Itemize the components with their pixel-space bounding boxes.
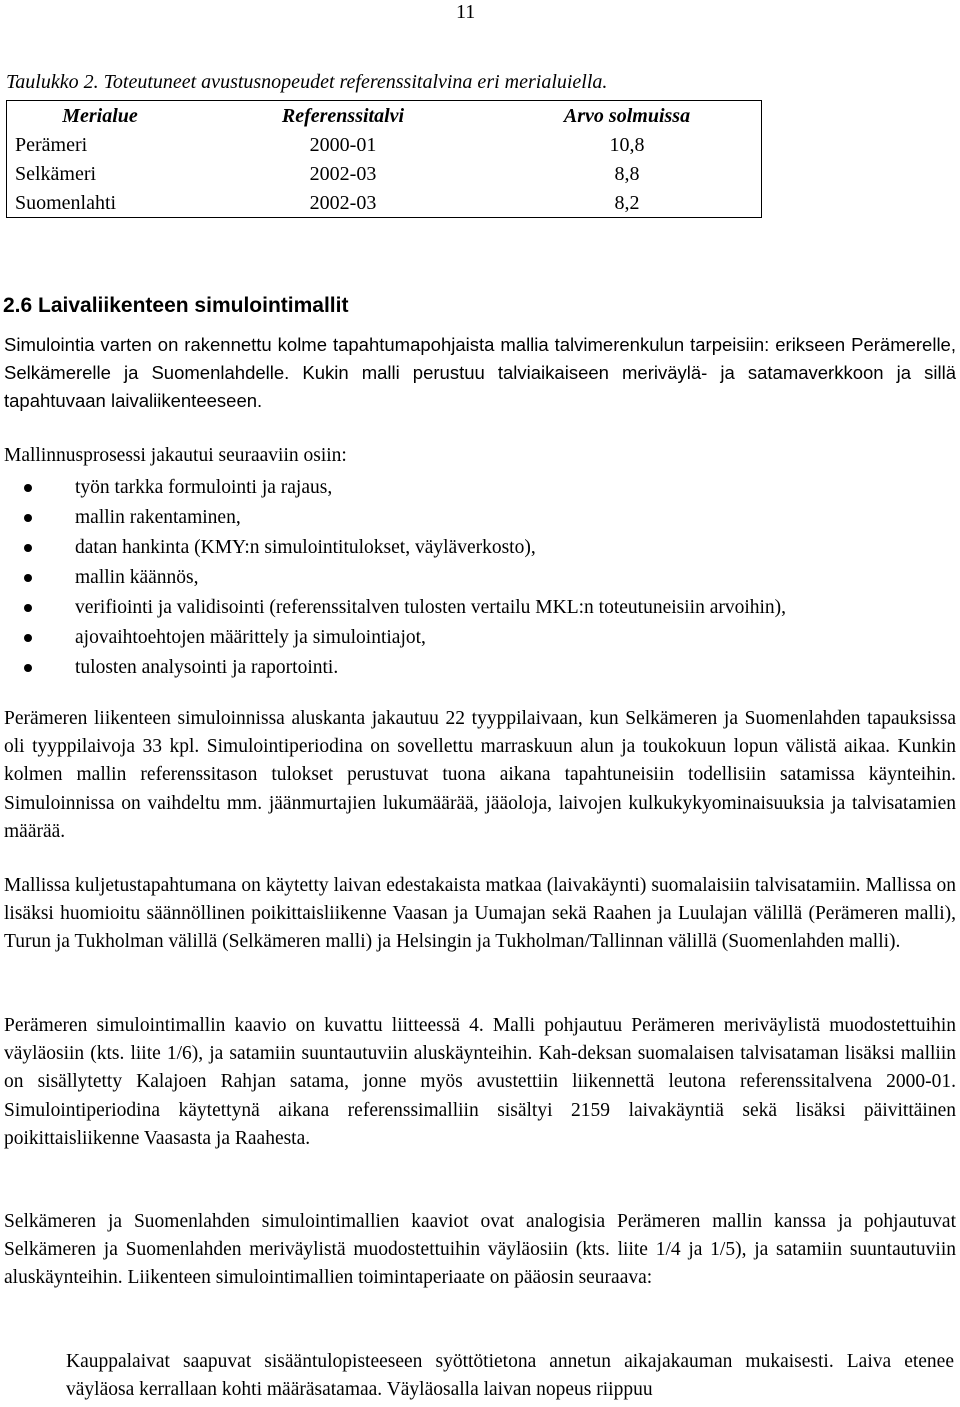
list-item: mallin rakentaminen, bbox=[4, 503, 960, 533]
table-header-row bbox=[7, 101, 762, 131]
paragraph-perameri-model: Perämeren simulointimallin kaavio on kuvattu liitteessä 4. Malli pohjautuu Perämeren meriväylistä muodostettuihin väyläosiin (kts. liite 1/6), ja satamiin suuntautuviin aluskäynteihin. Kah-deksan suomalaisen talvisataman lisäksi malliin on sisällytetty Kalajoen Rahjan satama, jonne myös avustettiin liikennettä leutona referenssitalvena 2000-01. Simulointiperiodina käytettynä aikana referenssimalliin sisältyi 2159 laivakäyntiä sekä lisäksi päivittäinen poikittaisliikenne Vaasasta ja Raahesta. bbox=[4, 1015, 956, 1149]
table-cell: Perämeri bbox=[15, 133, 88, 156]
list-item: ajovaihtoehtojen määrittely ja simulointiajot, bbox=[4, 623, 960, 653]
list-item: tulosten analysointi ja raportointi. bbox=[4, 653, 960, 683]
process-list bbox=[4, 473, 960, 683]
table-cell: 2002-03 bbox=[309, 162, 377, 185]
header-merialue: Merialue bbox=[62, 104, 138, 127]
paragraph-operating-principle: Kauppalaivat saapuvat sisääntulopisteeseen syöttötietona annetun aikajakauman mukaisesti. Laiva etenee väyläosa kerrallaan kohti määräsatamaa. Väyläosalla laivan nopeus riippuu bbox=[66, 1351, 954, 1401]
header-arvo: Arvo solmuissa bbox=[563, 104, 691, 127]
page-number: 11 bbox=[456, 1, 476, 23]
table-row bbox=[7, 188, 762, 218]
table-cell: Selkämeri bbox=[15, 162, 97, 185]
paragraph-other-models: Selkämeren ja Suomenlahden simulointimallien kaaviot ovat analogisia Perämeren mallin kanssa ja pohjautuvat Selkämeren ja Suomenlahden meriväylistä muodostettuihin väyläosiin (kts. liite 1/4 ja 1/5), ja satamiin suuntautuviin aluskäynteihin. Liikenteen simulointimallien toimintaperiaate on pääosin seuraava: bbox=[4, 1211, 956, 1289]
table-row bbox=[7, 130, 762, 159]
section-heading: 2.6 Laivaliikenteen simulointimallit bbox=[3, 294, 349, 317]
section-intro: Simulointia varten on rakennettu kolme tapahtumapohjaista mallia talvimerenkulun tarpeisiin: erikseen Perämerelle, Selkämerelle ja Suomenlahdelle. Kukin malli perustuu talviaikaiseen meriväylä- ja satamaverkkoon ja sillä tapahtuvaan laivaliikenteeseen. bbox=[4, 334, 956, 411]
paragraph-ship-types: Perämeren liikenteen simuloinnissa aluskanta jakautuu 22 tyyppilaivaan, kun Selkämeren ja Suomenlahden tapauksissa oli tyyppilaivoja 33 kpl. Simulointiperiodina on sovellettu marraskuun alun ja toukokuun lopun välistä aikaa. Kunkin kolmen mallin referenssitason tulokset perustuvat tuona aikana tapahtuneisiin todellisiin satamissa käynteihin. Simuloinnissa on vaihdeltu mm. jäänmurtajien lukumäärää, jääoloja, laivojen kulkukykyominaisuuksia ja talvisatamien määrää. bbox=[4, 708, 956, 842]
table-cell: 8,2 bbox=[493, 188, 762, 218]
list-item: työn tarkka formulointi ja rajaus, bbox=[4, 473, 960, 503]
header-referenssitalvi: Referenssitalvi bbox=[281, 104, 405, 127]
table-row bbox=[7, 159, 762, 188]
list-item: mallin käännös, bbox=[4, 563, 960, 593]
list-item: verifiointi ja validisointi (referenssitalven tulosten vertailu MKL:n toteutuneisiin arvoihin), bbox=[4, 593, 960, 623]
list-item: datan hankinta (KMY:n simulointitulokset, väyläverkosto), bbox=[4, 533, 960, 563]
table-cell: Suomenlahti bbox=[7, 188, 194, 218]
table-cell: 8,8 bbox=[614, 162, 640, 185]
process-lead: Mallinnusprosessi jakautui seuraaviin osiin: bbox=[4, 445, 347, 466]
speed-table bbox=[6, 100, 762, 218]
table-caption: Taulukko 2. Toteutuneet avustusnopeudet referenssitalvina eri merialuiella. bbox=[6, 71, 608, 93]
paragraph-transport-event: Mallissa kuljetustapahtumana on käytetty laivan edestakaista matkaa (laivakäynti) suomalaisiin talvisatamiin. Mallissa on lisäksi huomioitu säännöllinen poikittaisliikenne Vaasan ja Uumajan sekä Raahen ja Luulajan välillä (Perämeren malli), Turun ja Tukholman välillä (Selkämeren malli) ja Helsingin ja Tukholman/Tallinnan välillä (Suomenlahden malli). bbox=[4, 875, 956, 953]
table-cell: 2002-03 bbox=[193, 188, 493, 218]
table-cell: 10,8 bbox=[609, 133, 645, 156]
table-cell: 2000-01 bbox=[309, 133, 377, 156]
